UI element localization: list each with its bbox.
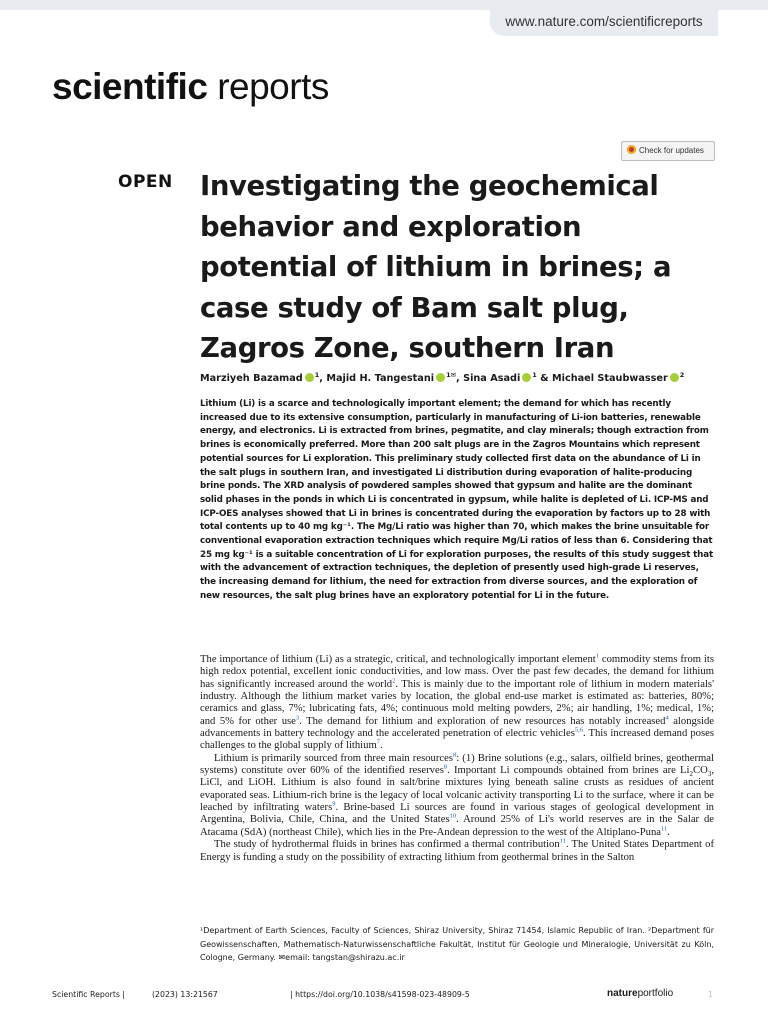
footer-journal: Scientific Reports |: [52, 990, 126, 999]
body-text-run: . This increased demand poses challenges to the global supply of lithium: [200, 728, 715, 752]
page-footer: [52, 990, 714, 1004]
body-paragraph: [200, 654, 714, 753]
author-affiliation: 2: [679, 371, 685, 379]
citation-ref[interactable]: 8: [443, 763, 448, 771]
body-text-run: CO: [693, 765, 708, 777]
subscript: 3: [707, 770, 712, 779]
body-text-run: alongside advancements in battery technology and the accelerated penetration of electric vehicles: [200, 715, 714, 740]
brand-light: reports: [217, 66, 329, 107]
orcid-icon[interactable]: [305, 373, 314, 382]
author-name[interactable]: Michael Staubwasser: [552, 373, 668, 385]
citation-ref[interactable]: 1: [595, 652, 599, 660]
body-paragraph: [200, 753, 714, 839]
journal-url[interactable]: www.nature.com/scientificreports: [490, 10, 718, 36]
journal-brand[interactable]: [52, 66, 329, 108]
body-text-run: Lithium is primarily sourced from three main resources: [214, 752, 453, 764]
citation-ref[interactable]: 8: [453, 751, 457, 759]
citation-ref[interactable]: 9: [332, 800, 336, 808]
check-updates-label: Check for updates: [639, 146, 704, 155]
citation-ref[interactable]: 2: [392, 677, 396, 685]
body-text-run: .: [667, 826, 670, 838]
body-text-run: . Important Li compounds obtained from brines are Li: [447, 765, 690, 777]
subscript: 2: [689, 770, 694, 779]
footer-volume: (2023) 13:21567: [152, 990, 218, 999]
author-name[interactable]: Majid H. Tangestani: [326, 373, 435, 385]
affiliations: ¹Department of Earth Sciences, Faculty of Sciences, Shiraz University, Shiraz 71454, Islamic Republic of Iran. ²Department für Geowissenschaften, Mathematisch-Naturwissenschaftliche Fakultät, Institut für Geologie und Mineralogie, Universität zu Köln, Cologne, Germany. ✉email: tangstan@shirazu.ac.ir: [200, 926, 714, 963]
top-bar: [0, 0, 768, 10]
body-text-run: . The United States Department of Energy is funding a study on the possibility of extracting lithium from geothermal brines in the Salton: [200, 839, 714, 863]
citation-ref[interactable]: 5,6: [574, 726, 583, 734]
body-text-run: . The demand for lithium and exploration of new resources has notably increased: [299, 715, 666, 727]
publisher-light: portfolio: [637, 988, 674, 999]
author-affiliation: 1: [532, 371, 537, 379]
body-text-run: . Around 25% of Li's world reserves are in the Salar de Atacama (SdA) (northeast Chile), which lies in the Pre-Andean depression to the west of the Altiplano-Puna: [200, 814, 714, 838]
citation-ref[interactable]: 10: [449, 812, 457, 820]
publisher-bold: nature: [607, 988, 638, 999]
body-text-run: .: [379, 740, 383, 752]
citation-ref[interactable]: 7: [376, 738, 380, 746]
body-paragraph: [200, 839, 714, 864]
article-title: Investigating the geochemical behavior and exploration potential of lithium in brines; a case study of Bam salt plug, Zagros Zone, southern Iran: [200, 170, 672, 364]
check-for-updates-button[interactable]: [621, 141, 715, 161]
footer-doi[interactable]: | https://doi.org/10.1038/s41598-023-48909-5: [290, 990, 470, 999]
body-text-run: , LiCl, and LiOH. Lithium is also found in salt/brine mixtures lying beneath saline crusts as residues of ancient evaporated seas. Lithium-rich brine is the legacy of local volcanic activity transporting Li to the surface, where it can be leached by infiltrating waters: [200, 765, 714, 814]
body-text-run: . This is mainly due to the important role of lithium in modern materials' industry. Although the lithium market varies by location, the global end-use market is estimated as: batteries, 80%; ceramics and glass, 7%; lubricating fats, 4%; continuous mold melting powders, 2%; air handling, 1%; medical, 1%; and 5% for other use: [200, 678, 714, 727]
brand-bold: scientific: [52, 66, 208, 107]
citation-ref[interactable]: 11: [559, 837, 566, 845]
orcid-icon[interactable]: [670, 373, 679, 382]
author-affiliation: 1: [314, 371, 320, 379]
abstract: Lithium (Li) is a scarce and technologically important element; the demand for which has recently increased due to its extensive consumption, particularly in manufacturing of Li-ion batteries, renewable energy, and electronics. Li is extracted from brines, pegmatite, and clay minerals; though extraction from brines is economically preferred. More than 200 salt plugs are in the Zagros Mountains which represent potential sources for Li exploration. This preliminary study collected first data on the abundance of Li in the salt plugs in southern Iran, and investigated Li distribution during evaporation of halite-producing brine ponds. The XRD analysis of powdered samples showed that gypsum and halite are the dominant solid phases in the ponds in which Li is concentrated in gypsum, while halite is depleted of Li. ICP-MS and ICP-OES analyses showed that Li in brines is concentrated during the evaporation by factors up to 28 with total contents up to 40 mg kg⁻¹. The Mg/Li ratio was higher than 70, which makes the brine unsuitable for conventional evaporation extraction techniques which require Mg/Li ratios of less than 6. Considering that 25 mg kg⁻¹ is a suitable concentration of Li for exploration purposes, the results of this study suggest that with the advancement of extraction techniques, the depletion of presently used high-grade Li reserves, the increasing demand for lithium, the need for extraction from diverse sources, and the exploration of new resources, the salt plug brines have an exploratory potential for Li in the future.: [200, 399, 714, 601]
author-affiliation: 1✉: [446, 371, 457, 379]
body-text-run: commodity stems from its high redox potential, excellent ionic conductivities, and low mass. Over the past few decades, the demand for lithium has significantly increased around the world: [200, 654, 714, 690]
open-access-label: OPEN: [118, 172, 173, 192]
orcid-icon[interactable]: [436, 373, 445, 382]
body-text-run: The importance of lithium (Li) as a strategic, critical, and technologically important element: [200, 654, 596, 665]
orcid-icon[interactable]: [522, 373, 531, 382]
citation-ref[interactable]: 3: [295, 714, 300, 722]
author-list: Marziyeh Bazamad $^1$, Majid H. Tangestani $^{1✉}$, Sina Asadi $^1$ & Michael Staubwasser $^2$: [200, 371, 685, 385]
page-number: 1: [708, 990, 713, 999]
check-updates-icon: [627, 145, 636, 154]
author-name[interactable]: Sina Asadi: [463, 373, 521, 385]
body-text-run: The study of hydrothermal fluids in brines has confirmed a thermal contribution: [214, 839, 560, 851]
citation-ref[interactable]: 4: [665, 714, 669, 722]
citation-ref[interactable]: 11: [660, 825, 668, 833]
body-text-run: : (1) Brine solutions (e.g., salars, oilfield brines, geothermal systems) constitute over 60% of the identified reserves: [200, 752, 714, 777]
author-name[interactable]: Marziyeh Bazamad: [200, 373, 303, 385]
body-text: [200, 654, 714, 864]
nature-portfolio-logo: [607, 988, 673, 999]
body-text-run: . Brine-based Li sources are found in various stages of geological development in Argentina, Bolivia, Chile, China, and the United States: [200, 802, 715, 826]
